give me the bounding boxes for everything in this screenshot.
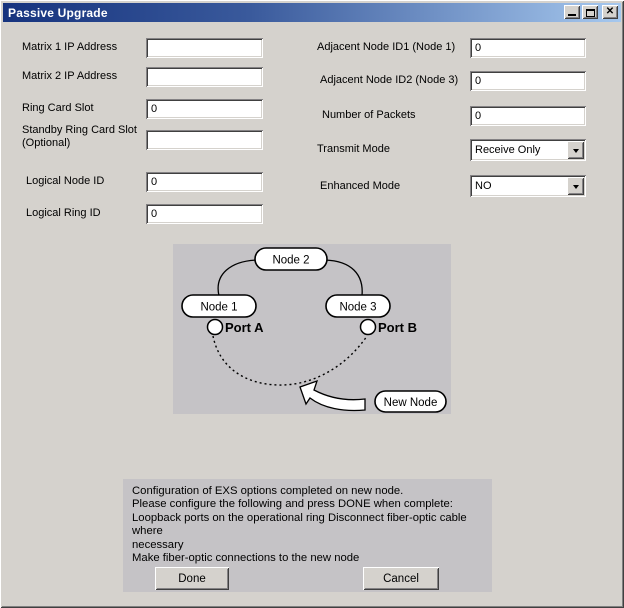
enhanced-mode-label: Enhanced Mode <box>320 180 401 192</box>
link-node1-node2 <box>218 260 257 296</box>
window-controls <box>562 5 618 19</box>
titlebar <box>3 3 621 22</box>
instruction-line: Configuration of EXS options completed on new node. <box>132 485 404 497</box>
number-of-packets-input[interactable] <box>470 106 586 126</box>
close-icon: ✕ <box>605 6 615 17</box>
instruction-line: Loopback ports on the operational ring Disconnect fiber-optic cable where <box>132 511 467 538</box>
chevron-down-icon <box>573 185 579 189</box>
port-b-circle <box>361 320 376 335</box>
instruction-line: Please configure the following and press DONE when complete: <box>132 498 453 511</box>
matrix2-ip-label: Matrix 2 IP Address <box>22 70 118 82</box>
port-a-label: Port A <box>225 320 264 335</box>
node2-label: Node 2 <box>272 254 310 267</box>
window-title: Passive Upgrade <box>8 5 108 20</box>
transmit-mode-dropdown-button[interactable] <box>567 141 584 159</box>
instruction-line: Make fiber-optic connections to the new node <box>132 552 360 565</box>
enhanced-mode-dropdown-button[interactable] <box>567 177 584 195</box>
ring-diagram <box>173 244 451 414</box>
maximize-button[interactable] <box>582 5 598 19</box>
standby-ring-card-slot-input[interactable] <box>146 130 263 150</box>
node3-label: Node 3 <box>339 301 377 314</box>
matrix1-ip-label: Matrix 1 IP Address <box>22 41 118 53</box>
enhanced-mode-select[interactable] <box>470 175 586 197</box>
logical-ring-id-label: Logical Ring ID <box>26 207 101 219</box>
maximize-icon <box>586 9 595 17</box>
standby-ring-card-slot-label: Standby Ring Card Slot (Optional) <box>22 124 137 149</box>
cancel-button[interactable]: Cancel <box>363 567 439 590</box>
minimize-icon <box>568 14 576 16</box>
done-button[interactable]: Done <box>155 567 229 590</box>
ring-card-slot-input[interactable] <box>146 99 263 119</box>
instructions <box>132 485 488 565</box>
logical-ring-id-input[interactable] <box>146 204 263 224</box>
port-a-circle <box>208 320 223 335</box>
logical-node-id-label: Logical Node ID <box>26 175 105 187</box>
matrix2-ip-input[interactable] <box>146 67 263 87</box>
link-node2-node3 <box>325 260 362 296</box>
matrix1-ip-input[interactable] <box>146 38 263 58</box>
adjacent-node-id1-input[interactable] <box>470 38 586 58</box>
instruction-line: necessary <box>132 538 184 551</box>
number-of-packets-label: Number of Packets <box>322 109 416 121</box>
transmit-mode-select[interactable] <box>470 139 586 161</box>
transmit-mode-value: Receive Only <box>475 144 541 156</box>
adjacent-node-id2-input[interactable] <box>470 71 586 91</box>
close-button[interactable] <box>602 5 618 19</box>
message-panel <box>123 479 492 592</box>
adjacent-node-id1-label: Adjacent Node ID1 (Node 1) <box>317 41 456 53</box>
new-node-label: New Node <box>383 397 438 409</box>
enhanced-mode-value: NO <box>475 180 492 192</box>
dotted-ring-path <box>213 336 367 385</box>
chevron-down-icon <box>573 149 579 153</box>
ring-card-slot-label: Ring Card Slot <box>22 102 94 114</box>
ring-diagram-panel <box>173 244 451 414</box>
node1-label: Node 1 <box>200 301 238 314</box>
insert-arrow-icon <box>300 381 365 411</box>
minimize-button[interactable] <box>564 5 580 19</box>
port-b-label: Port B <box>378 320 417 335</box>
logical-node-id-input[interactable] <box>146 172 263 192</box>
transmit-mode-label: Transmit Mode <box>317 143 390 155</box>
adjacent-node-id2-label: Adjacent Node ID2 (Node 3) <box>320 74 459 86</box>
